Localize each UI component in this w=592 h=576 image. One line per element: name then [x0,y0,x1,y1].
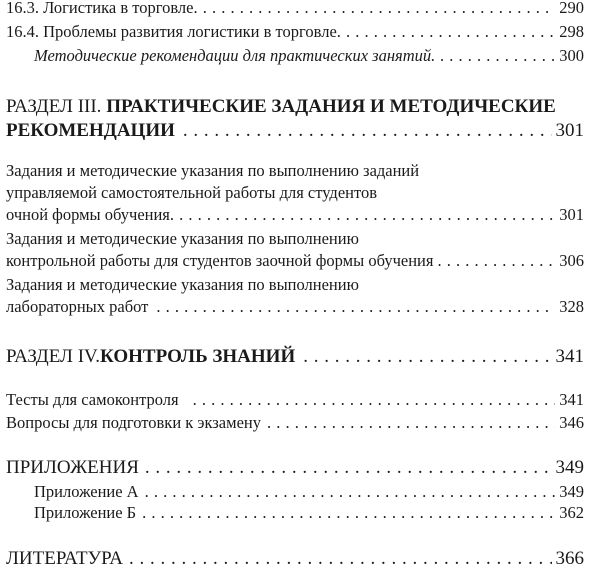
toc-literature-heading [6,548,584,570]
toc-part-3-heading-cont [6,120,584,142]
toc-entry-usr-line1: Задания и методические указания по выполнению заданий [6,161,420,180]
toc-entry-title: 16.4. Проблемы развития логистики в торговле [6,22,337,41]
toc-entry-title: лабораторных работ [6,297,149,316]
toc-page-number: 346 [559,413,584,432]
toc-entry-title: очной формы обучения [6,205,170,224]
toc-entry-method-recs [34,46,584,66]
toc-entry-title: ЛИТЕРАТУРА [6,548,123,569]
toc-leader-dots [179,390,556,410]
toc-page-number: 349 [559,482,584,501]
toc-entry-usr [6,205,584,225]
part-prefix: РАЗДЕЛ IV. [6,346,101,367]
toc-entry-appendix-a [34,482,584,502]
toc-entry-title: контрольной работы для студентов заочной формы обучения [6,251,434,270]
toc-leader-dots [433,251,555,271]
toc-leader-dots [431,46,555,66]
toc-page-number: 306 [559,251,584,270]
toc-entry-title: Приложение Б [34,503,137,522]
toc-appendix-heading [6,457,584,479]
toc-entry-labs-line1: Задания и методические указания по выполнению [6,275,359,294]
toc-entry-labs [6,297,584,317]
toc-entry-control-line1: Задания и методические указания по выполнению [6,229,359,248]
toc-page-number: 341 [559,390,584,409]
toc-leader-dots [148,297,555,317]
toc-leader-dots [123,548,552,570]
toc-entry-title: ПРИЛОЖЕНИЯ [6,457,139,478]
toc-entry-usr-line2: управляемой самостоятельной работы для студентов [6,183,378,202]
toc-page-number: 298 [559,22,584,41]
toc-page-number: 301 [555,120,584,141]
toc-leader-dots [170,205,555,225]
toc-entry-exam-questions [6,413,584,433]
toc-leader-dots [295,346,551,368]
part-title-line1: ПРАКТИЧЕСКИЕ ЗАДАНИЯ И МЕТОДИЧЕСКИЕ [106,96,556,117]
toc-entry-control [6,251,584,271]
toc-leader-dots [139,482,556,502]
toc-page-number: 290 [559,0,584,17]
toc-entry-title: Тесты для самоконтроля [6,390,179,409]
toc-page-number: 301 [559,205,584,224]
toc-entry-16-4 [6,22,584,42]
toc-part-3-heading [6,96,556,118]
toc-page-number: 328 [559,297,584,316]
toc-leader-dots [337,22,555,42]
part-title-line2: РЕКОМЕНДАЦИИ [6,120,175,141]
toc-page-number: 362 [559,503,584,522]
toc-entry-16-3 [6,0,584,18]
toc-entry-tests [6,390,584,410]
toc-entry-title: Вопросы для подготовки к экзамену [6,413,261,432]
toc-entry-title: Приложение А [34,482,139,501]
toc-entry-title: Методические рекомендации для практических занятий [34,46,432,65]
toc-leader-dots [175,120,552,142]
toc-entry-appendix-b [34,503,584,523]
toc-part-4-heading [6,346,584,368]
toc-leader-dots [139,457,552,479]
toc-page-number: 366 [555,548,584,569]
part-prefix: РАЗДЕЛ III. [6,96,107,117]
toc-page-number: 300 [559,46,584,65]
toc-leader-dots [261,413,555,433]
toc-entry-title: 16.3. Логистика в торговле [6,0,194,17]
part-title: КОНТРОЛЬ ЗНАНИЙ [100,346,296,367]
toc-leader-dots [193,0,555,18]
toc-page-number: 341 [555,346,584,367]
toc-page-number: 349 [555,457,584,478]
toc-leader-dots [136,503,555,523]
